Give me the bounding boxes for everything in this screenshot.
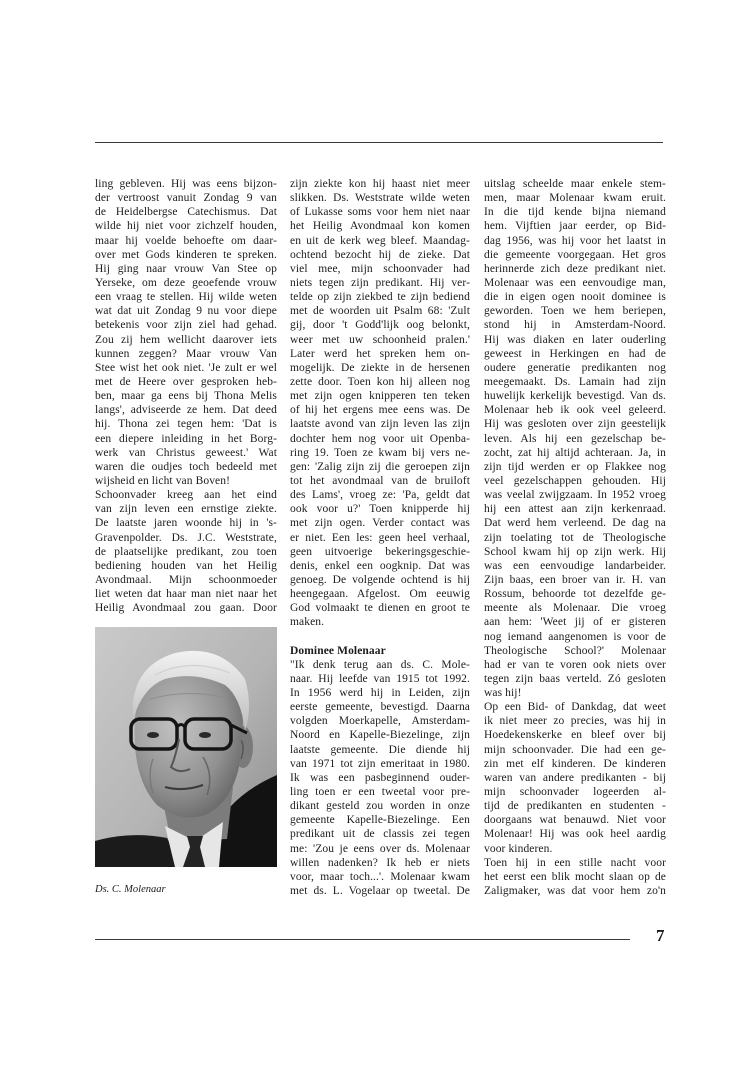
text-line: met ds. L. Vogelaar op tweetal. De	[290, 885, 470, 898]
text-line: zin met elf kinderen. De kinderen	[484, 757, 666, 770]
text-line: ook voor u?' Toen knipperde hij	[290, 503, 470, 516]
text-line: veel gezelschappen gehouden. Hij	[484, 474, 666, 487]
text-line: ik niet meer zo precies, was hij in	[484, 715, 666, 728]
text-line: Avondmaal. Mijn schoonmoeder	[95, 573, 277, 586]
text-line: wilde hij niet voor zichzelf houden,	[95, 220, 277, 233]
text-line: met de Heere over gesproken heb-	[95, 375, 277, 388]
text-column-2	[290, 177, 470, 898]
text-line: men, maar Molenaar kwam eruit.	[484, 192, 666, 205]
text-line: met zijn ogen. Verder contact was	[290, 517, 470, 530]
text-line: niets tegen zijn predikant. Hij ver-	[290, 276, 470, 289]
text-line: wijsheid en licht van Boven!	[95, 474, 231, 487]
paragraph	[484, 700, 666, 856]
text-line: De laatste jaren woonde hij in 's-	[95, 517, 277, 530]
text-line: willen nadenken? Ik heb er niets	[290, 856, 470, 869]
text-line: heengegaan. Afgelost. Om eeuwig	[290, 588, 470, 601]
text-line: dikant gesteld zou worden in onze	[290, 800, 470, 813]
text-line: voor, maar toch...'. Molenaar kwam	[290, 870, 470, 883]
text-line: ochtend bezocht hij de zieke. Dat	[290, 248, 470, 261]
text-line: viel mee, mijn schoonvader had	[290, 262, 470, 275]
text-line: laatste avond van zijn leven las zijn	[290, 418, 470, 431]
text-line: mijn schoonvader logeerden al-	[484, 786, 666, 799]
text-line: Molenaar! Hij was ook heel aardig	[484, 828, 666, 841]
text-line: geen uitvoerige bekeringsgeschie-	[290, 545, 470, 558]
text-line: Molenaar heb ik ook veel geleerd.	[484, 404, 666, 417]
text-line: werk van Christus geweest.' Wat	[95, 446, 277, 459]
text-line: tegen zijn baas verteld. Zó gesloten	[484, 672, 666, 685]
text-line: kunnen zeggen? Maar vrouw Van	[95, 347, 277, 360]
text-line: Hij was gesloten over zijn geestelijk	[484, 418, 666, 431]
text-line: was een eenvoudige landarbeider.	[484, 559, 666, 572]
text-line: zette door. Toen kon hij alleen nog	[290, 375, 470, 388]
text-line: betekenis voor zijn ziel had gehad.	[95, 319, 277, 332]
text-line: gemeente Kapelle-Biezelinge. Een	[290, 814, 470, 827]
text-line: naar. Hij leefde van 1915 tot 1992.	[290, 672, 470, 685]
text-line: een diepere inleiding in het Borg-	[95, 432, 277, 445]
text-line: wat dat uit Zondag 9 nu voor diepe	[95, 305, 277, 318]
text-line: Zijn baas, een broer van ir. H. van	[484, 573, 666, 586]
text-line: Hij ging naar vrouw Van Stee op	[95, 262, 277, 275]
text-line: hem. Vijftien jaar eerder, op Bid-	[484, 220, 666, 233]
text-line: Stee wist het ook niet. 'Je zult er wel	[95, 361, 277, 374]
text-line: langs', adviseerde ze hem. Dat deed	[95, 404, 277, 417]
text-line: Later werd het spreken hem on-	[290, 347, 470, 360]
text-line: oudere generatie predikanten nog	[484, 361, 666, 374]
text-line: In 1956 werd hij in Leiden, zijn	[290, 687, 470, 700]
text-line: telde op zijn ziekbed te zijn bediend	[290, 291, 470, 304]
text-line: Zaligmaker, was dat voor hem zo'n	[484, 885, 666, 898]
text-line: mijn schoonvader. Die had een ge-	[484, 743, 666, 756]
text-line: de Heidelbergse Catechismus. Dat	[95, 206, 277, 219]
text-line: of hij het ergens mee eens was. De	[290, 404, 470, 417]
section-heading: Dominee Molenaar	[290, 644, 386, 657]
text-line: over met Gods kinderen te spreken.	[95, 248, 277, 261]
text-line: stond hij in Amsterdam-Noord.	[484, 319, 666, 332]
photo-caption: Ds. C. Molenaar	[95, 884, 166, 895]
text-line: ring 19. Toen ze kwam bij vers ne-	[290, 446, 470, 459]
text-line: Op een Bid- of Dankdag, dat weet	[484, 701, 666, 714]
text-line: huwelijk kerkelijk bevestigd. Van ds.	[484, 390, 666, 403]
text-line: School kwam hij op zijn werk. Hij	[484, 545, 666, 558]
text-line: me: 'Zou je eens over ds. Molenaar	[290, 842, 470, 855]
paragraph	[290, 177, 470, 630]
text-line: Molenaar was een eenvoudige man,	[484, 276, 666, 289]
top-rule	[95, 142, 663, 143]
text-line: Zou zij hem wellicht daarover iets	[95, 333, 277, 346]
text-line: meegemaakt. Ds. Lamain had zijn	[484, 375, 666, 388]
text-line: zijn ziekte kon hij haast niet meer	[290, 178, 470, 190]
text-line: bediening houden van het Heilig	[95, 559, 277, 572]
bottom-rule	[95, 939, 630, 940]
text-line: uitslag scheelde maar enkele stem-	[484, 178, 666, 190]
text-line: een vraag te stellen. Hij wilde weten	[95, 291, 277, 304]
text-line: waren die oudjes toch bedeeld met	[95, 460, 277, 473]
text-line: gij, door 't Godd'lijk oog belonkt,	[290, 319, 470, 332]
text-line: Theologische School?' Molenaar	[484, 644, 666, 657]
text-line: denis, enkel een oogknip. Dat was	[290, 559, 470, 572]
text-line: of Lukasse soms voor hem niet naar	[290, 206, 470, 219]
text-line: er niet. Een les: geen heel verhaal,	[290, 531, 470, 544]
text-line: Hij was diaken en later ouderling	[484, 333, 666, 346]
text-line: en uit de kerk weg bleef. Maandag-	[290, 234, 470, 247]
page-number: 7	[656, 926, 665, 945]
paragraph	[95, 177, 277, 488]
text-line: doorgaans wat benauwd. Niet voor	[484, 814, 666, 827]
portrait-image	[95, 627, 277, 867]
text-line: was veelal zwijgzaam. In 1952 vroeg	[484, 489, 666, 502]
text-line: met de woorden uit Psalm 68: 'Zult	[290, 305, 470, 318]
text-line: het Heilig Avondmaal kon komen	[290, 220, 470, 233]
text-line: zijn toelating tot de Theologische	[484, 531, 666, 544]
text-line: Dat werd hem verleend. De dag na	[484, 517, 666, 530]
text-line: ling gebleven. Hij was eens bijzon-	[95, 178, 277, 190]
text-column-1	[95, 177, 277, 615]
text-line: waren van andere predikanten - bij	[484, 771, 666, 784]
text-line: leven. Als hij een gezelschap be-	[484, 432, 666, 445]
text-line: gen: 'Zalig zijn zij die geroepen zijn	[290, 460, 470, 473]
text-line: Heilig Avondmaal zou gaan. Door	[95, 602, 277, 615]
text-line: maar hij voelde behoefte om daar-	[95, 234, 277, 247]
text-line: liet weten dat haar man niet naar het	[95, 588, 277, 601]
text-line: aan hem: 'Weet jij of er gisteren	[484, 616, 666, 629]
text-line: Yerseke, om deze geoefende vrouw	[95, 276, 277, 289]
text-line: zijn tijd werden er op Flakkee nog	[484, 460, 666, 473]
text-line: genoeg. De volgende ochtend is hij	[290, 573, 470, 586]
text-line: van zijn leven een ernstige ziekte.	[95, 503, 277, 516]
paragraph	[484, 856, 666, 898]
text-line: de plaatselijke predikant, zou toen	[95, 545, 277, 558]
text-line: van 1971 tot zijn emeritaat in 1980.	[290, 757, 470, 770]
text-line: voor kinderen.	[484, 842, 553, 855]
text-line: weer met uw schoonheid pralen.'	[290, 333, 470, 346]
text-line: nog iemand aangenomen is voor de	[484, 630, 666, 643]
text-line: tijd de predikanten en studenten -	[484, 800, 666, 813]
text-line: "Ik denk terug aan ds. C. Mole-	[290, 658, 470, 671]
text-line: hij een attest aan zijn kerkenraad.	[484, 503, 666, 516]
text-line: dochter hem nog voor uit Openba-	[290, 432, 470, 445]
text-line: der vertroost vanuit Zondag 9 van	[95, 192, 277, 205]
paragraph	[95, 488, 277, 615]
text-line: geworden. Toen we hem beriepen,	[484, 305, 666, 318]
text-line: hij. Thona zei tegen hem: 'Dat is	[95, 418, 277, 431]
text-line: God volmaakt te dienen en groot te	[290, 602, 470, 615]
text-line: had er van te voren ook niets over	[484, 658, 666, 671]
text-line: geweest in Herkingen en had de	[484, 347, 666, 360]
text-line: Hoedekenskerke en bleef over bij	[484, 729, 666, 742]
text-line: Toen hij in een stille nacht voor	[484, 856, 666, 869]
text-line: Schoonvader kreeg aan het eind	[95, 489, 277, 502]
text-line: maken.	[290, 616, 325, 629]
text-line: meente als Molenaar. Die vroeg	[484, 602, 666, 615]
paragraph	[484, 177, 666, 700]
text-line: zocht, zat hij altijd achteraan. Ja, in	[484, 446, 666, 459]
text-column-3	[484, 177, 666, 898]
text-line: ling toen er een tweetal voor pre-	[290, 786, 470, 799]
text-line: predikant uit de classis zei tegen	[290, 828, 470, 841]
text-line: mogelijk. De ziekte in de hersenen	[290, 361, 470, 374]
text-line: volgden Moerkapelle, Amsterdam-	[290, 715, 470, 728]
text-line: laatste gemeente. Die diende hij	[290, 743, 470, 756]
text-line: die gemeente voorgegaan. Het gros	[484, 248, 666, 261]
text-line: herinnerde zich deze predikant niet.	[484, 262, 666, 275]
text-line: In die tijd kende bijna niemand	[484, 206, 666, 219]
text-line: eerste gemeente, bevestigd. Daarna	[290, 701, 470, 714]
text-line: Noord en Kapelle-Biezelinge, zijn	[290, 729, 470, 742]
text-line: was hij!	[484, 687, 522, 700]
text-line: Rossum, behoorde tot dezelfde ge-	[484, 588, 666, 601]
text-line: ben, maar ga eens bij Thona Melis	[95, 390, 277, 403]
text-line: tot het avondmaal van de bruiloft	[290, 474, 470, 487]
text-line: Gravenpolder. Ds. J.C. Weststrate,	[95, 531, 277, 544]
paragraph	[290, 658, 470, 898]
text-line: dag 1956, was hij voor het laatst in	[484, 234, 666, 247]
text-line: des Lams', vroeg ze: 'Pa, geldt dat	[290, 489, 470, 502]
text-line: die in eigen ogen nooit dominee is	[484, 291, 666, 304]
text-line: Ik was een pasbeginnend ouder-	[290, 771, 470, 784]
text-line: het eerst een blik mocht slaan op de	[484, 870, 666, 883]
portrait-photo	[95, 627, 277, 867]
text-line: met zijn ogen knipperen ten teken	[290, 390, 470, 403]
text-line: slikken. Ds. Weststrate wilde weten	[290, 192, 470, 205]
